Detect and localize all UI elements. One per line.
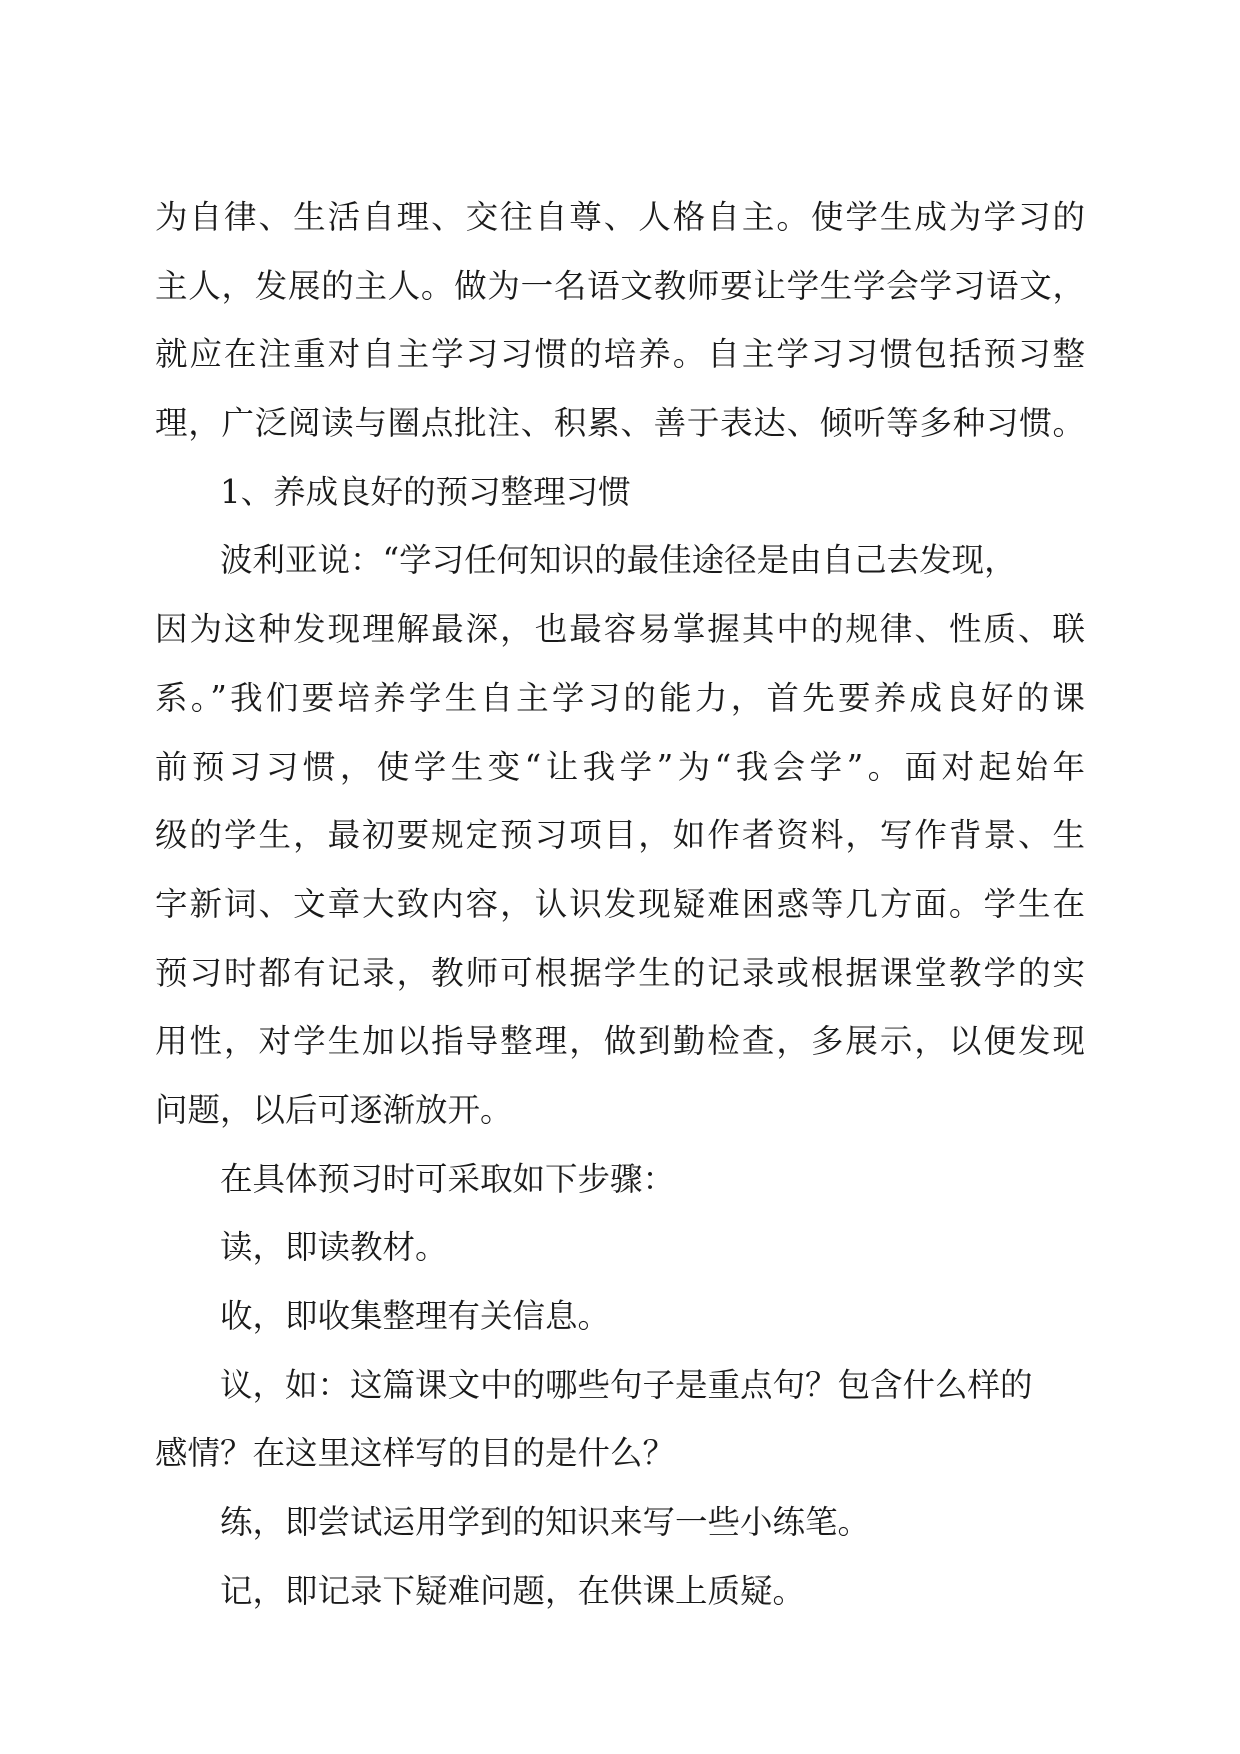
text-line: 为自律、生活自理、交往自尊、人格自主。使学生成为学习的 <box>155 198 1085 236</box>
text-line: 级的学生，最初要规定预习项目，如作者资料，写作背景、生 <box>155 816 1085 855</box>
step-item: 收，即收集整理有关信息。 <box>220 1297 611 1335</box>
step-item: 练，即尝试运用学到的知识来写一些小练笔。 <box>220 1503 871 1542</box>
step-item: 读，即读教材。 <box>220 1228 448 1267</box>
text-line: 主人，发展的主人。做为一名语文教师要让学生学会学习语文， <box>155 266 1085 305</box>
text-line: 系。”我们要培养学生自主学习的能力，首先要养成良好的课 <box>155 678 1085 717</box>
text-line: 理，广泛阅读与圈点批注、积累、善于表达、倾听等多种习惯。 <box>155 404 1085 443</box>
text-line: 字新词、文章大致内容，认识发现疑难困惑等几方面。学生在 <box>155 884 1085 923</box>
text-line: 预习时都有记录，教师可根据学生的记录或根据课堂教学的实 <box>155 953 1085 992</box>
text-line: 就应在注重对自主学习习惯的培养。自主学习习惯包括预习整 <box>155 335 1085 374</box>
text-line: 前预习习惯，使学生变“让我学”为“我会学”。面对起始年 <box>155 747 1085 786</box>
text-line: 因为这种发现理解最深，也最容易掌握其中的规律、性质、联 <box>155 610 1085 649</box>
text-line: 感情？在这里这样写的目的是什么？ <box>155 1434 676 1473</box>
step-item: 记，即记录下疑难问题，在供课上质疑。 <box>220 1571 806 1610</box>
text-line: 问题，以后可逐渐放开。 <box>155 1090 513 1129</box>
text-line: 在具体预习时可采取如下步骤： <box>220 1159 676 1198</box>
text-line: 波利亚说：“学习任何知识的最佳途径是由自己去发现， <box>220 541 1017 580</box>
document-body <box>155 183 1085 1625</box>
section-heading: 1、养成良好的预习整理习惯 <box>220 472 631 511</box>
step-item: 议，如：这篇课文中的哪些句子是重点句？包含什么样的 <box>220 1365 1033 1404</box>
text-line: 用性，对学生加以指导整理，做到勤检查，多展示，以便发现 <box>155 1022 1085 1061</box>
